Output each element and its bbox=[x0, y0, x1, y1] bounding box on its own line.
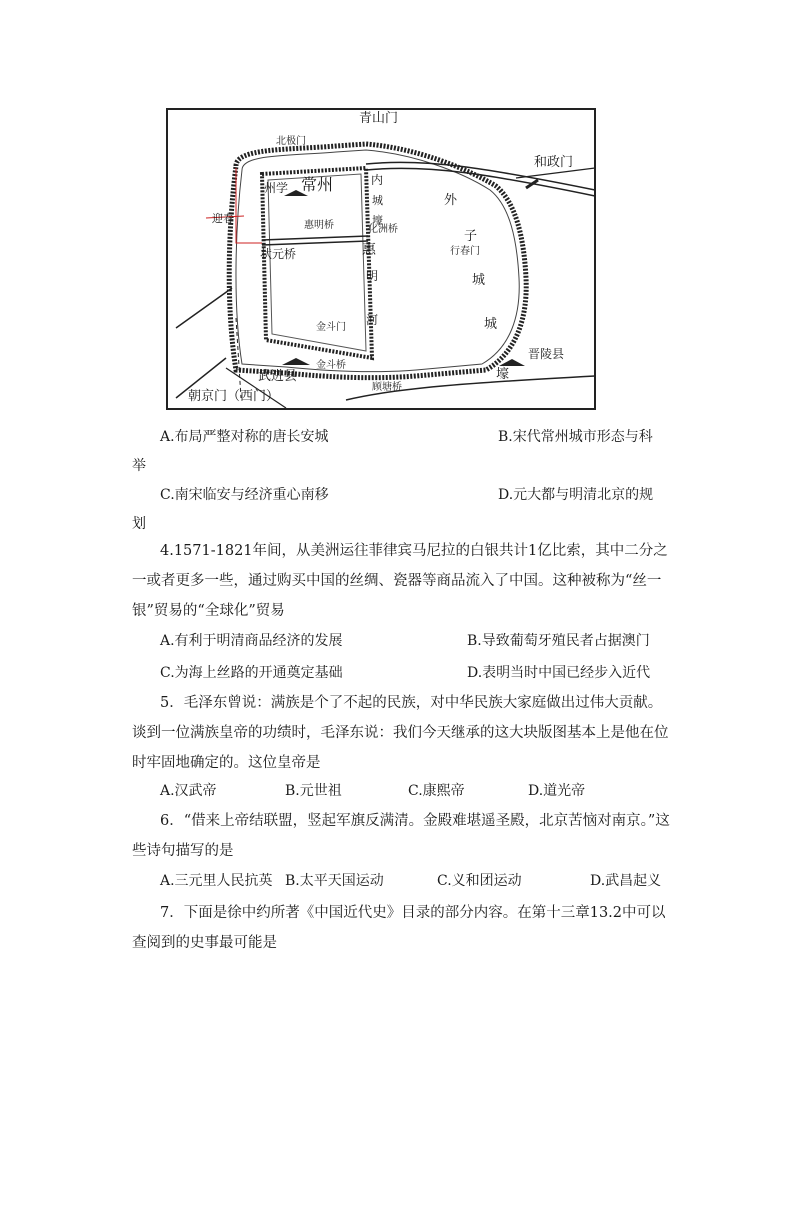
q5-option-c: C.康熙帝 bbox=[408, 783, 465, 799]
q6-option-a: A.三元里人民抗英 bbox=[160, 873, 273, 889]
label-ming: 明 bbox=[366, 269, 379, 283]
q4-option-a: A.有利于明清商品经济的发展 bbox=[160, 633, 343, 649]
q5-option-a: A.汉武帝 bbox=[160, 783, 217, 799]
label-zhuangyuanqiao: 状元桥 bbox=[260, 247, 297, 261]
q3-option-d: D.元大都与明清北京的规 bbox=[498, 487, 654, 503]
label-jinlingxian: 晋陵县 bbox=[528, 347, 565, 361]
label-nei: 内 bbox=[371, 173, 384, 187]
q4-option-c: C.为海上丝路的开通奠定基础 bbox=[160, 665, 343, 681]
label-hao: 壕 bbox=[372, 214, 383, 227]
q7-stem: 7．下面是徐中约所著《中国近代史》目录的部分内容。在第十三章13.2中可以查阅到的史事最可能是 bbox=[132, 905, 666, 951]
label-xingchunmen: 行春门 bbox=[450, 246, 480, 257]
label-wai: 外 bbox=[444, 193, 458, 208]
label-cheng: 城 bbox=[372, 194, 383, 207]
q6-option-c: C.义和团运动 bbox=[437, 873, 522, 889]
label-huimingqiao: 惠明桥 bbox=[304, 220, 334, 231]
label-zhouxue: 州学 bbox=[264, 181, 289, 195]
label-huazhiqiao: 化洲桥 bbox=[368, 224, 398, 235]
q5-option-d: D.道光帝 bbox=[528, 783, 586, 799]
q3-option-d-cont: 划 bbox=[132, 516, 146, 532]
q4-stem: 4.1571-1821年间，从美洲运往菲律宾马尼拉的白银共计1亿比索，其中二分之一或者更多一些，通过购买中国的丝绸、瓷器等商品流入了中国。这种被称为“丝一银”贸易的“全球化”贸易 bbox=[132, 543, 668, 619]
label-waihao: 壕 bbox=[496, 367, 510, 382]
q6-option-b: B.太平天国运动 bbox=[285, 873, 384, 889]
label-jindoumen: 金斗门 bbox=[316, 322, 346, 333]
label-gutangqiao: 顾塘桥 bbox=[372, 382, 402, 393]
q4-option-d: D.表明当时中国已经步入近代 bbox=[467, 665, 651, 681]
q3-option-b-cont: 举 bbox=[132, 458, 146, 474]
label-chaojingmen: 朝京门（西门） bbox=[188, 389, 280, 404]
q4-option-b: B.导致葡萄牙殖民者占据澳门 bbox=[467, 633, 650, 649]
label-beiyinmen: 北极门 bbox=[276, 136, 306, 147]
city-map-figure bbox=[166, 108, 596, 410]
label-jindouqiao: 金斗桥 bbox=[316, 360, 346, 371]
q6-option-d: D.武昌起义 bbox=[590, 873, 662, 889]
label-changzhou: 常州 bbox=[301, 175, 334, 194]
label-zi: 子 bbox=[464, 229, 478, 244]
label-hezhengmen: 和政门 bbox=[534, 155, 574, 170]
q3-option-c: C.南宋临安与经济重心南移 bbox=[160, 487, 329, 503]
q5-option-b: B.元世祖 bbox=[285, 783, 342, 799]
q3-option-b: B.宋代常州城市形态与科 bbox=[498, 429, 653, 445]
label-waicheng: 城 bbox=[472, 273, 486, 288]
label-hui: 惠 bbox=[362, 242, 376, 258]
q5-stem: 5．毛泽东曾说：满族是个了不起的民族，对中华民族大家庭做出过伟大贡献。谈到一位满族皇帝的功绩时，毛泽东说：我们今天继承的这大块版图基本上是他在位时牢固地确定的。这位皇帝是 bbox=[132, 695, 669, 771]
label-wujinxian: 武进县 bbox=[258, 369, 298, 384]
q6-stem: 6．“借来上帝结联盟，竖起军旗反满清。金殿难堪遥圣殿，北京苦恼对南京。”这些诗句描写的是 bbox=[132, 813, 670, 859]
label-yingchun: 迎春 bbox=[212, 212, 234, 225]
label-waicheng2: 城 bbox=[484, 317, 498, 332]
q3-option-a: A.布局严整对称的唐长安城 bbox=[160, 429, 329, 445]
label-qingshanmen: 青山门 bbox=[359, 111, 399, 126]
label-he: 河 bbox=[366, 313, 379, 327]
changzhou-map bbox=[166, 108, 596, 410]
